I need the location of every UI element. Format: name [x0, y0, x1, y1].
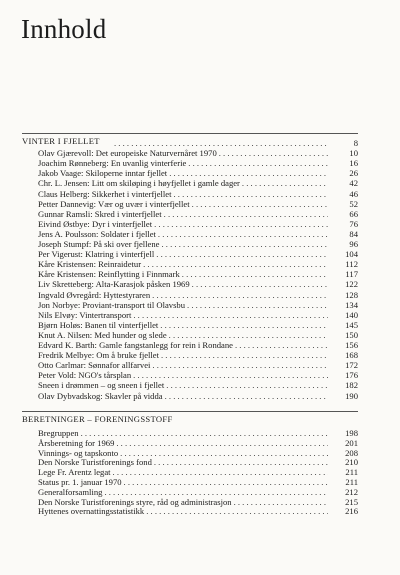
toc-entry-title: Otto Carlmar: Sønnafor allfarvei — [38, 360, 151, 371]
dot-leader — [133, 310, 328, 320]
toc-entry-title: Generalforsamling — [38, 486, 103, 497]
dot-leader — [133, 370, 328, 380]
toc-entry-title: Den Norske Turistforenings fond — [38, 457, 152, 468]
toc-entry — [38, 198, 358, 209]
toc-entry-title: Eivind Østbye: Dyr i vinterfjellet — [38, 218, 153, 229]
toc-entry — [38, 289, 358, 300]
toc-entry-page: 190 — [345, 390, 358, 401]
toc-entry-title: Edvard K. Barth: Gamle fangstanlegg for rein i Rondane — [38, 340, 233, 350]
dot-leader — [166, 380, 328, 390]
dot-leader — [158, 229, 328, 239]
dot-leader — [164, 209, 328, 219]
toc-entry-page: 84 — [349, 228, 358, 239]
toc-entry-page: 211 — [345, 477, 358, 487]
dot-leader — [160, 320, 328, 330]
toc-entry-title: Den Norske Turistforenings styre, råd og administrasjon — [38, 496, 232, 507]
toc-entry-title: Olav Dybvadskog: Skavler på vidda — [38, 390, 163, 401]
toc-entry-page: 76 — [349, 218, 358, 229]
toc-entry-page: 182 — [345, 380, 358, 391]
dot-leader — [188, 158, 328, 168]
dot-leader — [113, 467, 328, 477]
toc-entry-title: Claus Helberg: Sikkerhet i vinterfjellet — [38, 188, 172, 199]
toc-entry-page: 10 — [349, 148, 358, 159]
toc-entry — [38, 269, 358, 280]
toc-entry-page: 201 — [345, 437, 358, 448]
toc-entry — [38, 249, 358, 260]
toc-entry-page: 215 — [345, 496, 358, 507]
toc-entry-title: Peter Vold: NGO's tårsplan — [38, 370, 132, 381]
toc-entry-title: Olav Gjærevoll: Det europeiske Naturvernåret 1970 — [38, 148, 217, 159]
dot-leader — [152, 360, 328, 370]
toc-entry — [112, 138, 358, 148]
toc-entry-page: 52 — [349, 198, 358, 209]
toc-entry — [38, 239, 358, 249]
toc-entry-page: 66 — [349, 208, 358, 219]
toc-entry — [38, 299, 358, 310]
toc-entry — [38, 208, 358, 219]
toc-entry-page: 198 — [345, 428, 358, 438]
toc-entry-title: Fredrik Melbye: Om å bruke fjellet — [38, 350, 159, 361]
toc-entry — [38, 390, 358, 401]
dot-leader — [165, 391, 328, 401]
toc-entry-page: 212 — [345, 486, 358, 497]
toc-entry-title: Sneen i drømmen – og sneen i fjellet — [38, 380, 165, 391]
toc-entry-page: 42 — [349, 178, 358, 189]
dot-leader — [116, 438, 328, 448]
toc-entry — [38, 506, 358, 517]
toc-entry — [38, 447, 358, 458]
dot-leader — [152, 290, 328, 300]
toc-entry-title: Vinnings- og tapskonto — [38, 447, 119, 458]
dot-leader — [146, 506, 328, 516]
toc-entry-title: Ingvald Øvregård: Hyttestyraren — [38, 289, 151, 300]
toc-entry — [38, 218, 358, 229]
toc-entry-title: Status pr. 1. januar 1970 — [38, 477, 122, 487]
toc-entry — [38, 350, 358, 361]
dot-leader — [174, 189, 329, 199]
dot-leader — [156, 249, 328, 259]
toc-entry — [38, 319, 358, 330]
dot-leader — [192, 199, 328, 209]
toc-entry-title: Bregruppen — [38, 428, 79, 438]
toc-entry-title: Gunnar Ramsli: Skred i vinterfjellet — [38, 208, 162, 219]
dot-leader — [234, 497, 328, 507]
dot-leader — [124, 477, 328, 487]
section-divider-1 — [22, 133, 358, 134]
toc-entry-page: 117 — [345, 269, 358, 280]
toc-entry-title: Hyttenes overnattingsstatistikk — [38, 506, 145, 517]
dot-leader — [81, 428, 328, 438]
toc-entry-page: 8 — [353, 138, 358, 148]
toc-entry-title: Liv Skretteberg: Alta-Karasjok påsken 1969 — [38, 279, 190, 290]
section-heading: VINTER I FJELLET — [22, 136, 100, 146]
toc-entry-title: Jakob Vaage: Skiloperne inntar fjellet — [38, 168, 168, 179]
toc-entry-page: 168 — [345, 350, 358, 361]
dot-leader — [120, 448, 328, 458]
toc-entry — [38, 467, 358, 478]
toc-entry-title: Chr. L. Jensen: Litt om skiløping i høyfjellet i gamle dager — [38, 178, 240, 189]
toc-entry-title: Nils Elvøy: Vintertransport — [38, 309, 132, 320]
dot-leader — [154, 457, 328, 467]
toc-entry-page: 104 — [345, 249, 358, 260]
section-heading: BERETNINGER – FORENINGSSTOFF — [22, 414, 173, 424]
toc-entry — [38, 477, 358, 487]
toc-entry — [38, 329, 358, 340]
toc-entry — [38, 457, 358, 468]
toc-entry-page: 134 — [345, 299, 358, 310]
toc-entry-title: Jens A. Poulsson: Soldater i fjellet — [38, 228, 156, 239]
dot-leader — [242, 178, 328, 188]
toc-entry — [38, 428, 358, 438]
dot-leader — [187, 300, 328, 310]
toc-entry-title: Kåre Kristensen: Reinraidetur — [38, 259, 142, 270]
dot-leader — [161, 350, 328, 360]
toc-entry — [38, 370, 358, 381]
toc-entry-page: 172 — [345, 360, 358, 371]
page-title: Innhold — [21, 14, 107, 44]
toc-entry-page: 211 — [345, 467, 358, 478]
toc-entry-page: 112 — [345, 259, 358, 270]
dot-leader — [219, 148, 328, 158]
toc-entry-page: 216 — [345, 506, 358, 517]
dot-leader — [169, 330, 328, 340]
toc-entry-page: 210 — [345, 457, 358, 468]
toc-entry — [38, 380, 358, 391]
toc-entry — [38, 148, 358, 159]
dot-leader — [182, 269, 328, 279]
toc-entry-title: Joseph Stumpf: På ski over fjellene — [38, 239, 160, 249]
dot-leader — [154, 219, 328, 229]
toc-entry — [38, 279, 358, 290]
toc-entry-page: 46 — [349, 188, 358, 199]
toc-entry-page: 128 — [345, 289, 358, 300]
toc-entry-title: Per Vigerust: Klatring i vinterfjell — [38, 249, 155, 260]
toc-entry-page: 96 — [349, 239, 358, 249]
toc-entry — [38, 178, 358, 189]
toc-entry-title: Joachim Rønneberg: En uvanlig vinterferie — [38, 158, 187, 169]
toc-entry-page: 208 — [345, 447, 358, 458]
toc-entry — [38, 309, 358, 320]
dot-leader — [192, 279, 328, 289]
toc-entry-title: Årsberetning for 1969 — [38, 437, 115, 448]
dot-leader — [162, 239, 329, 249]
toc-entry-title: Kåre Kristensen: Reinflytting i Finnmark — [38, 269, 180, 280]
toc-entry — [38, 188, 358, 199]
dot-leader — [104, 487, 328, 497]
dot-leader — [114, 138, 328, 148]
toc-entry — [38, 158, 358, 169]
toc-entry — [38, 340, 358, 350]
toc-entry-page: 145 — [345, 319, 358, 330]
toc-entry — [38, 437, 358, 448]
toc-entry-page: 150 — [345, 329, 358, 340]
toc-entry — [38, 360, 358, 371]
dot-leader — [169, 168, 328, 178]
toc-entry — [38, 259, 358, 270]
toc-entry-page: 26 — [349, 168, 358, 179]
toc-entry-page: 156 — [345, 340, 358, 350]
toc-entry-title: Lege Fr. Arentz legat — [38, 467, 111, 478]
toc-entry-title: Petter Dannevig: Vær og uvær i vinterfjellet — [38, 198, 190, 209]
dot-leader — [143, 259, 328, 269]
toc-entry — [38, 496, 358, 507]
toc-entry-page: 122 — [345, 279, 358, 290]
toc-entry-page: 16 — [349, 158, 358, 169]
toc-entry — [38, 168, 358, 179]
toc-entry-title: Jon Norbye: Proviant-transport til Olavsbu — [38, 299, 186, 310]
toc-entry-title: Bjørn Holøs: Banen til vinterfjellet — [38, 319, 159, 330]
toc-entry — [38, 486, 358, 497]
toc-entry-page: 140 — [345, 309, 358, 320]
toc-entry-page: 176 — [345, 370, 358, 381]
section-divider-2 — [22, 411, 358, 412]
toc-entry — [38, 228, 358, 239]
toc-entry-title: Knut A. Nilsen: Med hunder og slede — [38, 329, 167, 340]
dot-leader — [235, 340, 328, 350]
